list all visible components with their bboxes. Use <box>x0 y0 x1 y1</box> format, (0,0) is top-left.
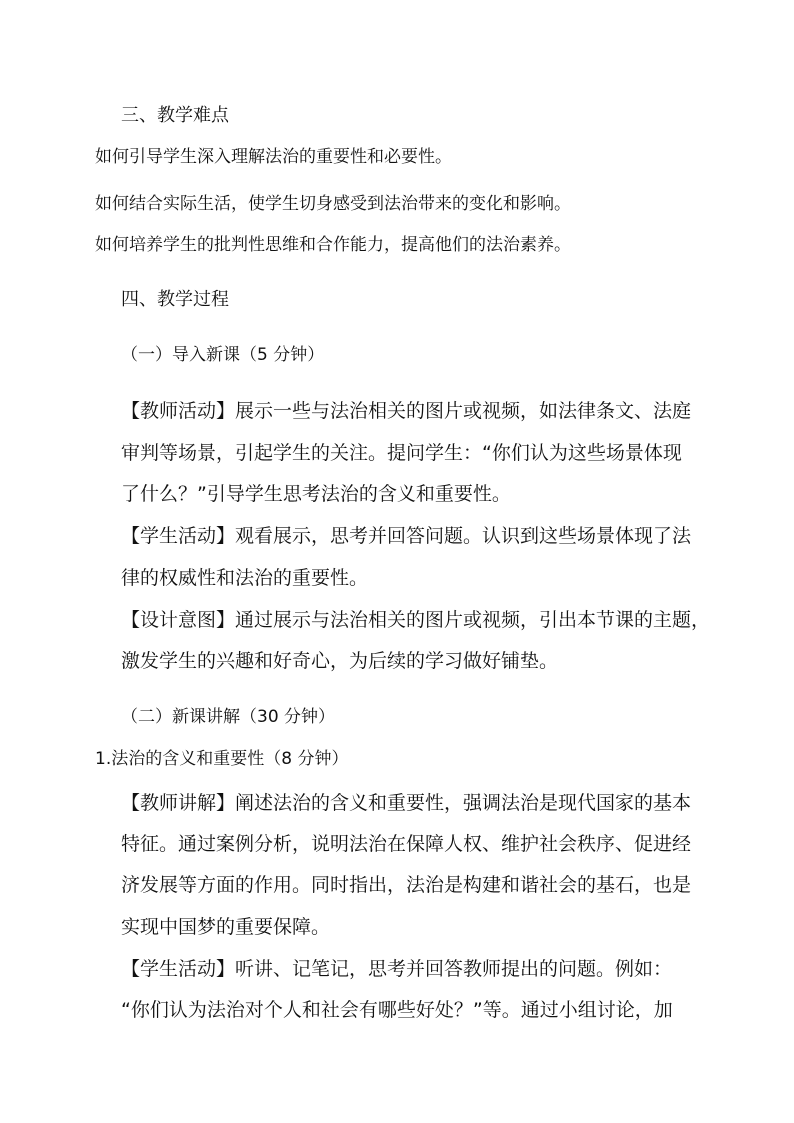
section1-teacher-line-3: 了什么？”引导学生思考法治的含义和重要性。 <box>121 483 511 505</box>
section2-sub1-teacher-line-4: 实现中国梦的重要保障。 <box>121 916 331 938</box>
section1-teacher-line-1: 【教师活动】展示一些与法治相关的图片或视频，如法律条文、法庭 <box>121 400 692 422</box>
section1-student-line-1: 【学生活动】观看展示，思考并回答问题。认识到这些场景体现了法 <box>121 525 692 547</box>
section1-heading: （一）导入新课（5 分钟） <box>121 345 325 365</box>
difficulty-point-3: 如何培养学生的批判性思维和合作能力，提高他们的法治素养。 <box>95 235 571 255</box>
process-heading: 四、教学过程 <box>121 289 229 310</box>
section1-student-line-2: 律的权威性和法治的重要性。 <box>121 567 369 589</box>
section2-sub1-heading: 1.法治的含义和重要性（8 分钟） <box>95 749 349 769</box>
section2-sub1-teacher-line-3: 济发展等方面的作用。同时指出，法治是构建和谐社会的基石，也是 <box>121 874 692 896</box>
section2-sub1-student-line-1: 【学生活动】听讲、记笔记，思考并回答教师提出的问题。例如： <box>121 958 673 980</box>
section2-sub1-teacher-line-1: 【教师讲解】阐述法治的含义和重要性，强调法治是现代国家的基本 <box>121 792 692 814</box>
section2-sub1-teacher-line-2: 特征。通过案例分析，说明法治在保障人权、维护社会秩序、促进经 <box>121 833 692 855</box>
difficulty-point-1: 如何引导学生深入理解法治的重要性和必要性。 <box>95 147 452 167</box>
section2-heading: （二）新课讲解（30 分钟） <box>121 707 336 727</box>
section1-teacher-line-2: 审判等场景，引起学生的关注。提问学生：“你们认为这些场景体现 <box>121 442 682 464</box>
section1-design-line-1: 【设计意图】通过展示与法治相关的图片或视频，引出本节课的主题， <box>121 609 711 631</box>
difficulty-point-2: 如何结合实际生活，使学生切身感受到法治带来的变化和影响。 <box>95 194 571 214</box>
difficulty-heading: 三、教学难点 <box>121 105 229 126</box>
section2-sub1-student-line-2: “你们认为法治对个人和社会有哪些好处？”等。通过小组讨论，加 <box>121 999 673 1021</box>
section1-design-line-2: 激发学生的兴趣和好奇心，为后续的学习做好铺垫。 <box>121 650 559 672</box>
